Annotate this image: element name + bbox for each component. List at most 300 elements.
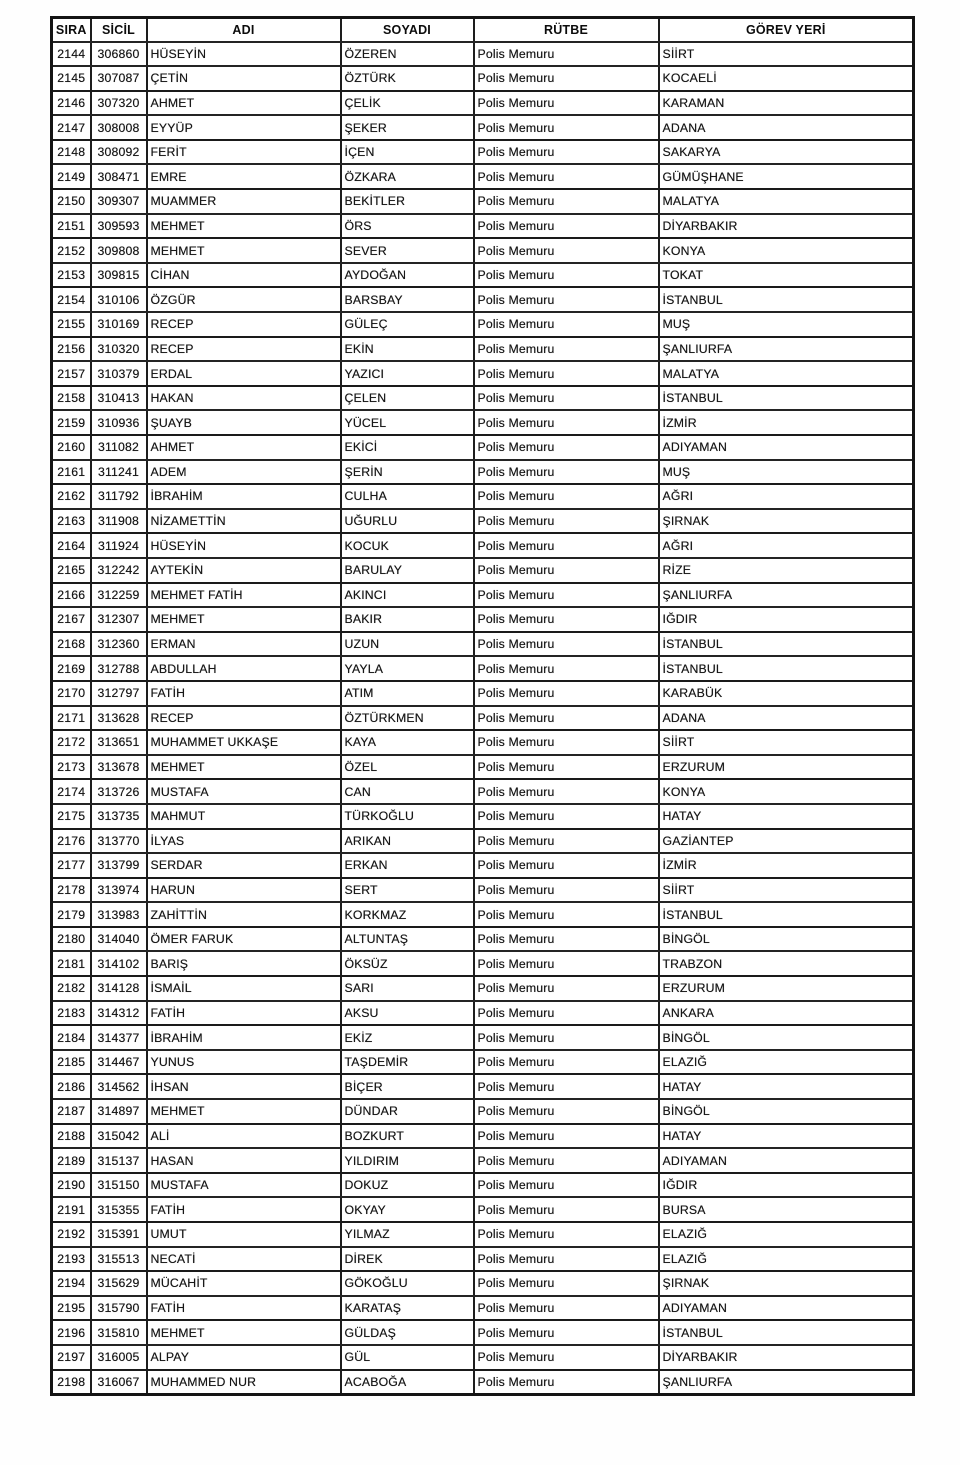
cell-soyadi: KAYA [341,730,474,755]
cell-sira: 2157 [52,361,91,386]
table-row [52,976,914,1001]
table-row [52,312,914,337]
personnel-table [50,16,915,1396]
cell-soyadi: EKİCİ [341,435,474,460]
cell-soyadi: GÜLEÇ [341,312,474,337]
cell-sicil: 311924 [91,533,147,558]
cell-soyadi: ALTUNTAŞ [341,927,474,952]
cell-rutbe: Polis Memuru [474,878,659,903]
cell-sira: 2193 [52,1247,91,1272]
cell-gorev-yeri: ADIYAMAN [659,435,914,460]
cell-rutbe: Polis Memuru [474,976,659,1001]
cell-soyadi: BİÇER [341,1074,474,1099]
cell-sira: 2180 [52,927,91,952]
cell-sira: 2189 [52,1148,91,1173]
cell-adi: ÖMER FARUK [147,927,341,952]
cell-rutbe: Polis Memuru [474,902,659,927]
cell-adi: FATİH [147,1296,341,1321]
cell-gorev-yeri: MUŞ [659,312,914,337]
cell-rutbe: Polis Memuru [474,853,659,878]
cell-sira: 2190 [52,1173,91,1198]
cell-sicil: 314102 [91,951,147,976]
cell-soyadi: ATIM [341,681,474,706]
cell-adi: FATİH [147,1197,341,1222]
cell-gorev-yeri: ŞANLIURFA [659,583,914,608]
cell-sicil: 311241 [91,460,147,485]
cell-soyadi: YILDIRIM [341,1148,474,1173]
cell-rutbe: Polis Memuru [474,706,659,731]
column-header-rutbe: RÜTBE [474,18,659,42]
cell-rutbe: Polis Memuru [474,1271,659,1296]
cell-sicil: 314312 [91,1001,147,1026]
cell-sicil: 313799 [91,853,147,878]
cell-gorev-yeri: ADIYAMAN [659,1148,914,1173]
table-row [52,337,914,362]
cell-sira: 2177 [52,853,91,878]
table-row [52,607,914,632]
cell-gorev-yeri: HATAY [659,1074,914,1099]
cell-gorev-yeri: MALATYA [659,361,914,386]
cell-adi: RECEP [147,706,341,731]
cell-sicil: 312242 [91,558,147,583]
cell-adi: MEHMET [147,238,341,263]
cell-rutbe: Polis Memuru [474,755,659,780]
cell-sira: 2162 [52,484,91,509]
cell-adi: MEHMET [147,214,341,239]
table-row [52,1001,914,1026]
cell-soyadi: BAKIR [341,607,474,632]
cell-soyadi: AKINCI [341,583,474,608]
cell-adi: RECEP [147,337,341,362]
table-row [52,1222,914,1247]
column-header-sira: SIRA [52,18,91,42]
cell-gorev-yeri: ELAZIĞ [659,1247,914,1272]
cell-sira: 2175 [52,804,91,829]
cell-sira: 2187 [52,1099,91,1124]
table-row [52,656,914,681]
cell-sira: 2165 [52,558,91,583]
cell-rutbe: Polis Memuru [474,1222,659,1247]
cell-sira: 2167 [52,607,91,632]
cell-rutbe: Polis Memuru [474,410,659,435]
cell-soyadi: KORKMAZ [341,902,474,927]
cell-rutbe: Polis Memuru [474,607,659,632]
cell-rutbe: Polis Memuru [474,1370,659,1395]
cell-gorev-yeri: SİİRT [659,878,914,903]
cell-soyadi: ÖKSÜZ [341,951,474,976]
cell-gorev-yeri: ŞIRNAK [659,509,914,534]
cell-gorev-yeri: İSTANBUL [659,902,914,927]
cell-rutbe: Polis Memuru [474,312,659,337]
cell-sicil: 314467 [91,1050,147,1075]
cell-sicil: 316067 [91,1370,147,1395]
cell-sira: 2174 [52,779,91,804]
cell-gorev-yeri: IĞDIR [659,1173,914,1198]
cell-sira: 2154 [52,287,91,312]
cell-sira: 2159 [52,410,91,435]
cell-soyadi: CAN [341,779,474,804]
cell-sicil: 314562 [91,1074,147,1099]
table-row [52,1099,914,1124]
cell-soyadi: UZUN [341,632,474,657]
cell-gorev-yeri: SAKARYA [659,140,914,165]
cell-sicil: 309815 [91,263,147,288]
cell-soyadi: ŞERİN [341,460,474,485]
table-row [52,410,914,435]
cell-rutbe: Polis Memuru [474,632,659,657]
cell-gorev-yeri: GÜMÜŞHANE [659,164,914,189]
cell-sicil: 314897 [91,1099,147,1124]
cell-sira: 2191 [52,1197,91,1222]
cell-sira: 2196 [52,1320,91,1345]
cell-gorev-yeri: HATAY [659,1124,914,1149]
cell-sira: 2194 [52,1271,91,1296]
table-row [52,902,914,927]
cell-gorev-yeri: ADIYAMAN [659,1296,914,1321]
cell-sira: 2144 [52,42,91,67]
cell-sicil: 308471 [91,164,147,189]
cell-sicil: 315629 [91,1271,147,1296]
table-row [52,238,914,263]
table-row [52,927,914,952]
cell-soyadi: GÖKOĞLU [341,1271,474,1296]
cell-sicil: 310413 [91,386,147,411]
cell-soyadi: AKSU [341,1001,474,1026]
cell-rutbe: Polis Memuru [474,1099,659,1124]
table-row [52,1271,914,1296]
cell-sicil: 309593 [91,214,147,239]
cell-rutbe: Polis Memuru [474,287,659,312]
table-row [52,189,914,214]
cell-rutbe: Polis Memuru [474,214,659,239]
table-row [52,435,914,460]
cell-gorev-yeri: ELAZIĞ [659,1050,914,1075]
cell-gorev-yeri: SİİRT [659,42,914,67]
cell-sicil: 307087 [91,66,147,91]
cell-gorev-yeri: DİYARBAKIR [659,1345,914,1370]
cell-adi: ZAHİTTİN [147,902,341,927]
cell-adi: İBRAHİM [147,1025,341,1050]
cell-adi: ALPAY [147,1345,341,1370]
cell-adi: FATİH [147,1001,341,1026]
cell-soyadi: İÇEN [341,140,474,165]
cell-gorev-yeri: HATAY [659,804,914,829]
cell-rutbe: Polis Memuru [474,951,659,976]
cell-adi: AHMET [147,435,341,460]
cell-gorev-yeri: İSTANBUL [659,632,914,657]
cell-sira: 2169 [52,656,91,681]
cell-soyadi: OKYAY [341,1197,474,1222]
cell-adi: HAKAN [147,386,341,411]
cell-rutbe: Polis Memuru [474,779,659,804]
cell-adi: MEHMET FATİH [147,583,341,608]
cell-rutbe: Polis Memuru [474,1074,659,1099]
cell-soyadi: BARSBAY [341,287,474,312]
cell-gorev-yeri: KONYA [659,779,914,804]
cell-sicil: 313651 [91,730,147,755]
table-row [52,1124,914,1149]
cell-adi: MEHMET [147,755,341,780]
cell-soyadi: BARULAY [341,558,474,583]
table-header-row [52,18,914,42]
cell-sira: 2198 [52,1370,91,1395]
cell-rutbe: Polis Memuru [474,730,659,755]
cell-adi: ABDULLAH [147,656,341,681]
table-row [52,853,914,878]
cell-soyadi: ÇELİK [341,91,474,116]
cell-adi: İLYAS [147,829,341,854]
cell-soyadi: DİREK [341,1247,474,1272]
cell-adi: SERDAR [147,853,341,878]
cell-rutbe: Polis Memuru [474,435,659,460]
cell-gorev-yeri: İSTANBUL [659,287,914,312]
cell-sira: 2153 [52,263,91,288]
table-row [52,214,914,239]
cell-rutbe: Polis Memuru [474,189,659,214]
cell-adi: MUHAMMED NUR [147,1370,341,1395]
cell-sicil: 313770 [91,829,147,854]
cell-gorev-yeri: MALATYA [659,189,914,214]
cell-adi: MUHAMMET UKKAŞE [147,730,341,755]
cell-sicil: 315391 [91,1222,147,1247]
cell-sicil: 313735 [91,804,147,829]
cell-sicil: 312259 [91,583,147,608]
cell-gorev-yeri: DİYARBAKIR [659,214,914,239]
cell-sira: 2185 [52,1050,91,1075]
cell-gorev-yeri: ERZURUM [659,976,914,1001]
cell-gorev-yeri: İSTANBUL [659,656,914,681]
cell-adi: MÜCAHİT [147,1271,341,1296]
cell-adi: İHSAN [147,1074,341,1099]
cell-soyadi: GÜL [341,1345,474,1370]
cell-gorev-yeri: ELAZIĞ [659,1222,914,1247]
cell-gorev-yeri: ERZURUM [659,755,914,780]
cell-soyadi: ÖRS [341,214,474,239]
table-row [52,460,914,485]
cell-gorev-yeri: AĞRI [659,484,914,509]
table-row [52,1345,914,1370]
cell-sira: 2188 [52,1124,91,1149]
table-row [52,632,914,657]
cell-adi: AHMET [147,91,341,116]
table-row [52,755,914,780]
cell-sira: 2186 [52,1074,91,1099]
table-row [52,1197,914,1222]
cell-soyadi: GÜLDAŞ [341,1320,474,1345]
cell-soyadi: ÖZEL [341,755,474,780]
table-row [52,361,914,386]
cell-rutbe: Polis Memuru [474,115,659,140]
cell-adi: ERMAN [147,632,341,657]
cell-sira: 2158 [52,386,91,411]
cell-sira: 2181 [52,951,91,976]
cell-sira: 2168 [52,632,91,657]
cell-gorev-yeri: AĞRI [659,533,914,558]
cell-sicil: 315513 [91,1247,147,1272]
cell-sicil: 315042 [91,1124,147,1149]
table-row [52,1025,914,1050]
table-row [52,1320,914,1345]
table-row [52,878,914,903]
cell-sira: 2195 [52,1296,91,1321]
cell-sicil: 315790 [91,1296,147,1321]
cell-sicil: 310320 [91,337,147,362]
cell-sicil: 315150 [91,1173,147,1198]
cell-sira: 2149 [52,164,91,189]
cell-adi: HARUN [147,878,341,903]
table-row [52,681,914,706]
cell-sira: 2170 [52,681,91,706]
cell-sicil: 315810 [91,1320,147,1345]
cell-sira: 2183 [52,1001,91,1026]
cell-sira: 2148 [52,140,91,165]
cell-gorev-yeri: İSTANBUL [659,1320,914,1345]
cell-adi: EYYÜP [147,115,341,140]
table-row [52,1074,914,1099]
cell-rutbe: Polis Memuru [474,42,659,67]
table-row [52,484,914,509]
cell-rutbe: Polis Memuru [474,1173,659,1198]
cell-rutbe: Polis Memuru [474,263,659,288]
table-row [52,42,914,67]
cell-soyadi: ÖZKARA [341,164,474,189]
cell-soyadi: TÜRKOĞLU [341,804,474,829]
cell-soyadi: BEKİTLER [341,189,474,214]
cell-sicil: 313628 [91,706,147,731]
cell-rutbe: Polis Memuru [474,1025,659,1050]
cell-soyadi: ARIKAN [341,829,474,854]
table-row [52,1173,914,1198]
cell-soyadi: ÖZEREN [341,42,474,67]
cell-sicil: 313983 [91,902,147,927]
cell-adi: NİZAMETTİN [147,509,341,534]
cell-sira: 2151 [52,214,91,239]
cell-adi: AYTEKİN [147,558,341,583]
cell-sicil: 308008 [91,115,147,140]
cell-sira: 2184 [52,1025,91,1050]
cell-sira: 2156 [52,337,91,362]
cell-adi: NECATİ [147,1247,341,1272]
cell-sicil: 307320 [91,91,147,116]
cell-rutbe: Polis Memuru [474,533,659,558]
cell-sicil: 314040 [91,927,147,952]
cell-sira: 2163 [52,509,91,534]
cell-gorev-yeri: TOKAT [659,263,914,288]
cell-adi: ÖZGÜR [147,287,341,312]
table-row [52,66,914,91]
cell-gorev-yeri: RİZE [659,558,914,583]
cell-rutbe: Polis Memuru [474,829,659,854]
table-body [52,42,914,1395]
cell-sicil: 309808 [91,238,147,263]
table-row [52,951,914,976]
cell-gorev-yeri: KARAMAN [659,91,914,116]
cell-gorev-yeri: SİİRT [659,730,914,755]
cell-soyadi: ERKAN [341,853,474,878]
cell-soyadi: EKİZ [341,1025,474,1050]
table-row [52,1370,914,1395]
cell-sira: 2173 [52,755,91,780]
cell-gorev-yeri: İZMİR [659,410,914,435]
cell-sicil: 316005 [91,1345,147,1370]
cell-adi: UMUT [147,1222,341,1247]
cell-rutbe: Polis Memuru [474,509,659,534]
cell-gorev-yeri: ADANA [659,706,914,731]
cell-adi: BARIŞ [147,951,341,976]
cell-rutbe: Polis Memuru [474,1320,659,1345]
cell-rutbe: Polis Memuru [474,91,659,116]
cell-adi: EMRE [147,164,341,189]
cell-soyadi: YILMAZ [341,1222,474,1247]
cell-adi: ADEM [147,460,341,485]
cell-adi: ÇETİN [147,66,341,91]
cell-adi: MUSTAFA [147,1173,341,1198]
cell-sira: 2182 [52,976,91,1001]
cell-rutbe: Polis Memuru [474,558,659,583]
cell-sira: 2171 [52,706,91,731]
cell-sicil: 311082 [91,435,147,460]
cell-sira: 2192 [52,1222,91,1247]
column-header-adi: ADI [147,18,341,42]
cell-rutbe: Polis Memuru [474,1050,659,1075]
cell-rutbe: Polis Memuru [474,1148,659,1173]
cell-sira: 2146 [52,91,91,116]
cell-sira: 2155 [52,312,91,337]
cell-sicil: 306860 [91,42,147,67]
cell-gorev-yeri: MUŞ [659,460,914,485]
cell-rutbe: Polis Memuru [474,66,659,91]
column-header-sicil: SİCİL [91,18,147,42]
cell-adi: CİHAN [147,263,341,288]
cell-soyadi: YÜCEL [341,410,474,435]
cell-adi: İBRAHİM [147,484,341,509]
cell-soyadi: BOZKURT [341,1124,474,1149]
cell-sira: 2166 [52,583,91,608]
cell-sira: 2161 [52,460,91,485]
cell-rutbe: Polis Memuru [474,1197,659,1222]
cell-sicil: 308092 [91,140,147,165]
table-row [52,263,914,288]
cell-gorev-yeri: BİNGÖL [659,927,914,952]
cell-sira: 2176 [52,829,91,854]
cell-sicil: 314377 [91,1025,147,1050]
cell-soyadi: KARATAŞ [341,1296,474,1321]
cell-rutbe: Polis Memuru [474,681,659,706]
cell-adi: ALİ [147,1124,341,1149]
cell-rutbe: Polis Memuru [474,583,659,608]
cell-gorev-yeri: ŞANLIURFA [659,337,914,362]
cell-sicil: 311792 [91,484,147,509]
cell-rutbe: Polis Memuru [474,140,659,165]
cell-sira: 2160 [52,435,91,460]
cell-sira: 2145 [52,66,91,91]
table-row [52,804,914,829]
cell-adi: RECEP [147,312,341,337]
cell-soyadi: YAZICI [341,361,474,386]
cell-sicil: 310106 [91,287,147,312]
cell-sicil: 312307 [91,607,147,632]
cell-adi: ŞUAYB [147,410,341,435]
cell-sicil: 313726 [91,779,147,804]
table-row [52,115,914,140]
cell-sira: 2152 [52,238,91,263]
table-row [52,386,914,411]
cell-gorev-yeri: BURSA [659,1197,914,1222]
cell-gorev-yeri: IĞDIR [659,607,914,632]
table-row [52,91,914,116]
cell-adi: FERİT [147,140,341,165]
cell-soyadi: CULHA [341,484,474,509]
